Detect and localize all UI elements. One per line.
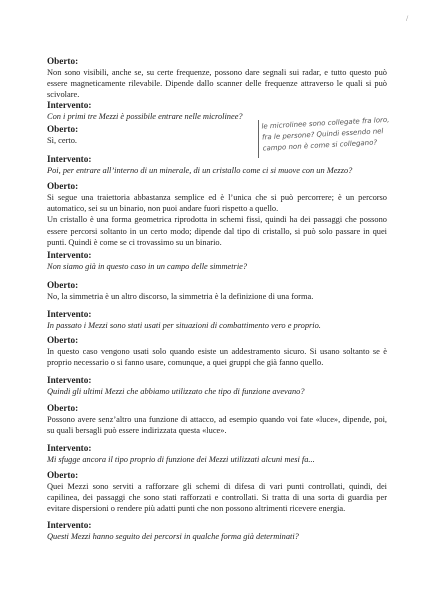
- dialogue-block: [47, 181, 387, 248]
- speaker-label: Oberto:: [47, 280, 79, 290]
- speaker-label: Oberto:: [47, 335, 79, 345]
- speaker-label: Intervento:: [47, 154, 92, 164]
- dialogue-block: [47, 124, 257, 146]
- dialogue-block: [47, 250, 387, 272]
- speaker-label: Intervento:: [47, 309, 92, 319]
- dialogue-block: [47, 375, 387, 397]
- speaker-label: Oberto:: [47, 124, 79, 134]
- dialogue-block: [47, 520, 387, 542]
- dialogue-text: In passato i Mezzi sono stati usati per situazioni di combattimento vero e proprio.: [47, 321, 321, 330]
- dialogue-block: [47, 56, 387, 101]
- speaker-label: Intervento:: [47, 443, 92, 453]
- dialogue-text-continued: Un cristallo è una forma geometrica riprodotta in schemi fissi, quindi ha dei passaggi che possono essere percorsi soltanto in un certo modo; dipende dal tipo di cristallo, si può solo passare in quei punti. Quindi è come se ci trovassimo su un binario.: [47, 215, 387, 247]
- dialogue-text: Possono avere senz’altro una funzione di attacco, ad esempio quando voi fate «luce», dipende, poi, su quali bersagli può essere indirizzata questa «luce».: [47, 415, 387, 436]
- dialogue-text: In questo caso vengono usati solo quando esiste un addestramento sicuro. Si usano soltanto se è proprio necessario o si fanno usare, comunque, a quei gruppi che già fanno quello.: [47, 347, 387, 368]
- speaker-label: Intervento:: [47, 100, 92, 110]
- speaker-label: Intervento:: [47, 520, 92, 530]
- handwritten-note: le microlinee sono collegate fra loro, fra le persone? Quindi essendo nel campo non è come si collegano?: [261, 115, 390, 153]
- speaker-label: Oberto:: [47, 470, 79, 480]
- dialogue-text: Si segue una traiettoria abbastanza semplice ed è l’unica che si può percorrere; è un percorso automatico, sei su un binario, non puoi andare fuori rispetto a quello.: [47, 193, 387, 214]
- dialogue-block: [47, 403, 387, 436]
- dialogue-text: Non sono visibili, anche se, su certe frequenze, possono dare segnali sui radar, e tutto questo può essere magneticamente rilevabile. Dipende dallo scanner delle frequenze attraverso le quali si può scivolare.: [47, 68, 387, 100]
- dialogue-text: Mi sfugge ancora il tipo proprio di funzione dei Mezzi utilizzati alcuni mesi fa...: [47, 455, 315, 464]
- dialogue-block: [47, 470, 387, 515]
- speaker-label: Oberto:: [47, 181, 79, 191]
- corner-mark: /: [406, 14, 409, 23]
- dialogue-text: Poi, per entrare all’interno di un minerale, di un cristallo come ci si muove con un Mezzo?: [47, 166, 353, 175]
- dialogue-text: Quindi gli ultimi Mezzi che abbiamo utilizzato che tipo di funzione avevano?: [47, 387, 305, 396]
- dialogue-text: Quei Mezzi sono serviti a rafforzare gli schemi di difesa di vari punti controllati, quindi, dei capilinea, dei passaggi che sono stati rafforzati e controllati. Si tratta di una sorta di guardia per evitare dispersioni o rendere più adatti punti che non possono altrimenti ricevere energia.: [47, 482, 387, 514]
- speaker-label: Oberto:: [47, 56, 79, 66]
- dialogue-block: [47, 280, 387, 302]
- speaker-label: Oberto:: [47, 403, 79, 413]
- dialogue-text: Non siamo già in questo caso in un campo delle simmetrie?: [47, 262, 248, 271]
- dialogue-block: [47, 154, 387, 176]
- dialogue-block: [47, 100, 257, 122]
- dialogue-block: [47, 335, 387, 368]
- dialogue-text: Con i primi tre Mezzi è possibile entrare nelle microlinee?: [47, 112, 243, 121]
- dialogue-text: Sì, certo.: [47, 136, 78, 145]
- dialogue-block: [47, 443, 387, 465]
- speaker-label: Intervento:: [47, 250, 92, 260]
- speaker-label: Intervento:: [47, 375, 92, 385]
- dialogue-text: No, la simmetria è un altro discorso, la simmetria è la definizione di una forma.: [47, 292, 314, 301]
- dialogue-block: [47, 309, 387, 331]
- dialogue-text: Questi Mezzi hanno seguito dei percorsi in qualche forma già determinati?: [47, 532, 299, 541]
